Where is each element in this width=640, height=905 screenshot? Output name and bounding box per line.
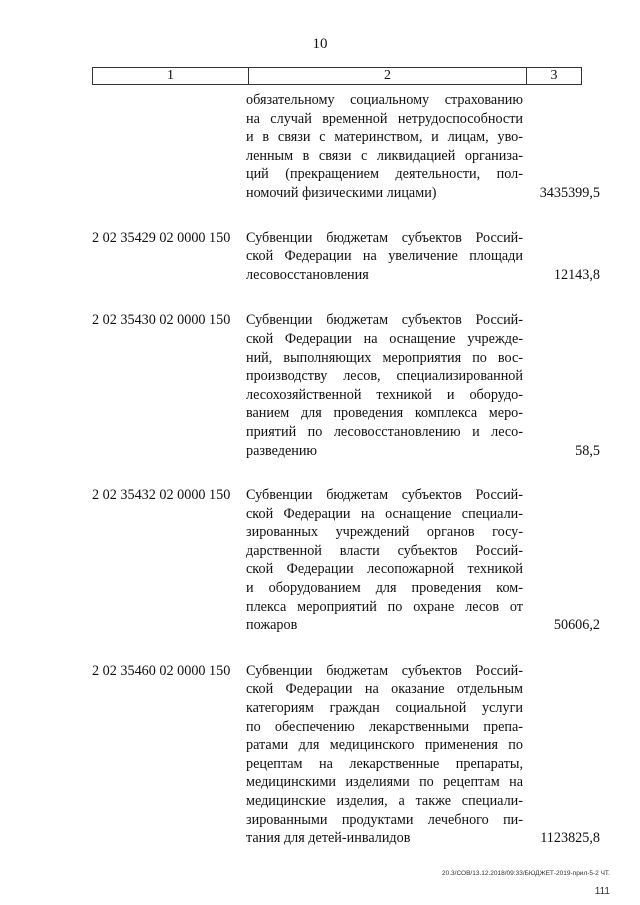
description-line: ний, выполняющих мероприятия по вос- [246,349,523,366]
row-amount: 50606,2 [553,617,600,634]
table-column-header [92,67,582,85]
description-line: тания для детей-инвалидов [246,830,411,847]
description-line: зированных учреждений органов госу- [246,524,523,541]
description-line: номочий физическими лицами) [246,184,437,201]
description-line: ской Федерации лесопожарной техникой [246,561,523,578]
column-header-3: 3 [550,68,558,83]
description-line: лесохозяйственной техникой и оборудо- [246,386,523,403]
description-line: дарственной власти субъектов Россий- [246,542,523,559]
description-line: по обеспечению лекарственными препа- [246,718,523,735]
description-line: и оборудованием для проведения ком- [246,580,523,597]
description-line: Субвенции бюджетам субъектов Россий- [246,662,523,679]
budget-code: 2 02 35430 02 0000 150 [92,312,231,329]
description-line: зированными продуктами лечебного пи- [246,811,523,828]
description-line: Субвенции бюджетам субъектов Россий- [246,312,523,329]
document-footer-meta: 20.3/СОВ/13.12.2018/09:33/БЮДЖЕТ-2019-прил-5-2 ЧТ. [442,870,610,877]
description-line: лесовосстановления [246,266,369,283]
column-header-1: 1 [93,68,249,84]
description-line: медицинскими изделиями по рецептам на [246,774,523,791]
row-amount: 58,5 [575,442,600,459]
description-line: пожаров [246,617,298,634]
table-row [0,229,640,285]
description-line: Субвенции бюджетам субъектов Россий- [246,487,523,504]
budget-code: 2 02 35460 02 0000 150 [92,662,231,679]
description-line: ратами для медицинского применения по [246,737,523,754]
description-line: и в связи с материнством, и лицам, уво- [246,129,523,146]
table-row [0,91,640,203]
table-row [0,486,640,635]
row-description [246,486,523,635]
page-number: 10 [312,36,328,52]
description-line: ленным в связи с ликвидацией организа- [246,147,523,164]
description-line: ской Федерации на оказание отдельным [246,681,523,698]
description-line: ванием для проведения комплекса меро- [246,405,523,422]
description-line: Субвенции бюджетам субъектов Россий- [246,229,523,246]
description-line: обязательному социальному страхованию [246,92,523,108]
row-description [246,311,523,460]
table-row [0,311,640,460]
description-line: медицинские изделия, а также специали- [246,793,523,809]
row-amount: 12143,8 [553,266,600,283]
description-line: категориям граждан социальной услуги [246,700,523,717]
table-row [0,662,640,848]
row-amount: 3435399,5 [539,184,600,201]
description-line: на случай временной нетрудоспособности [246,110,523,127]
row-description [246,229,523,285]
description-line: ций (прекращением деятельности, пол- [246,166,523,183]
description-line: разведению [246,442,318,459]
description-line: ской Федерации на оснащение специали- [246,505,523,522]
budget-table-body [0,91,640,848]
description-line: рецептам на лекарственные препараты, [246,755,523,772]
budget-code: 2 02 35429 02 0000 150 [92,229,231,246]
column-header-2: 2 [249,68,527,84]
description-line: плекса мероприятий по охране лесов от [246,598,523,615]
description-line: производству лесов, специализированной [246,368,523,385]
document-footer-mark: 111 [594,886,610,897]
row-amount: 1123825,8 [540,830,600,847]
description-line: ской Федерации на оснащение учрежде- [246,330,523,347]
budget-code: 2 02 35432 02 0000 150 [92,487,231,504]
description-line: ской Федерации на увеличение площади [246,248,523,265]
description-line: приятий по лесовосстановлению и лесо- [246,423,523,440]
row-description [246,91,523,203]
row-description [246,662,523,848]
